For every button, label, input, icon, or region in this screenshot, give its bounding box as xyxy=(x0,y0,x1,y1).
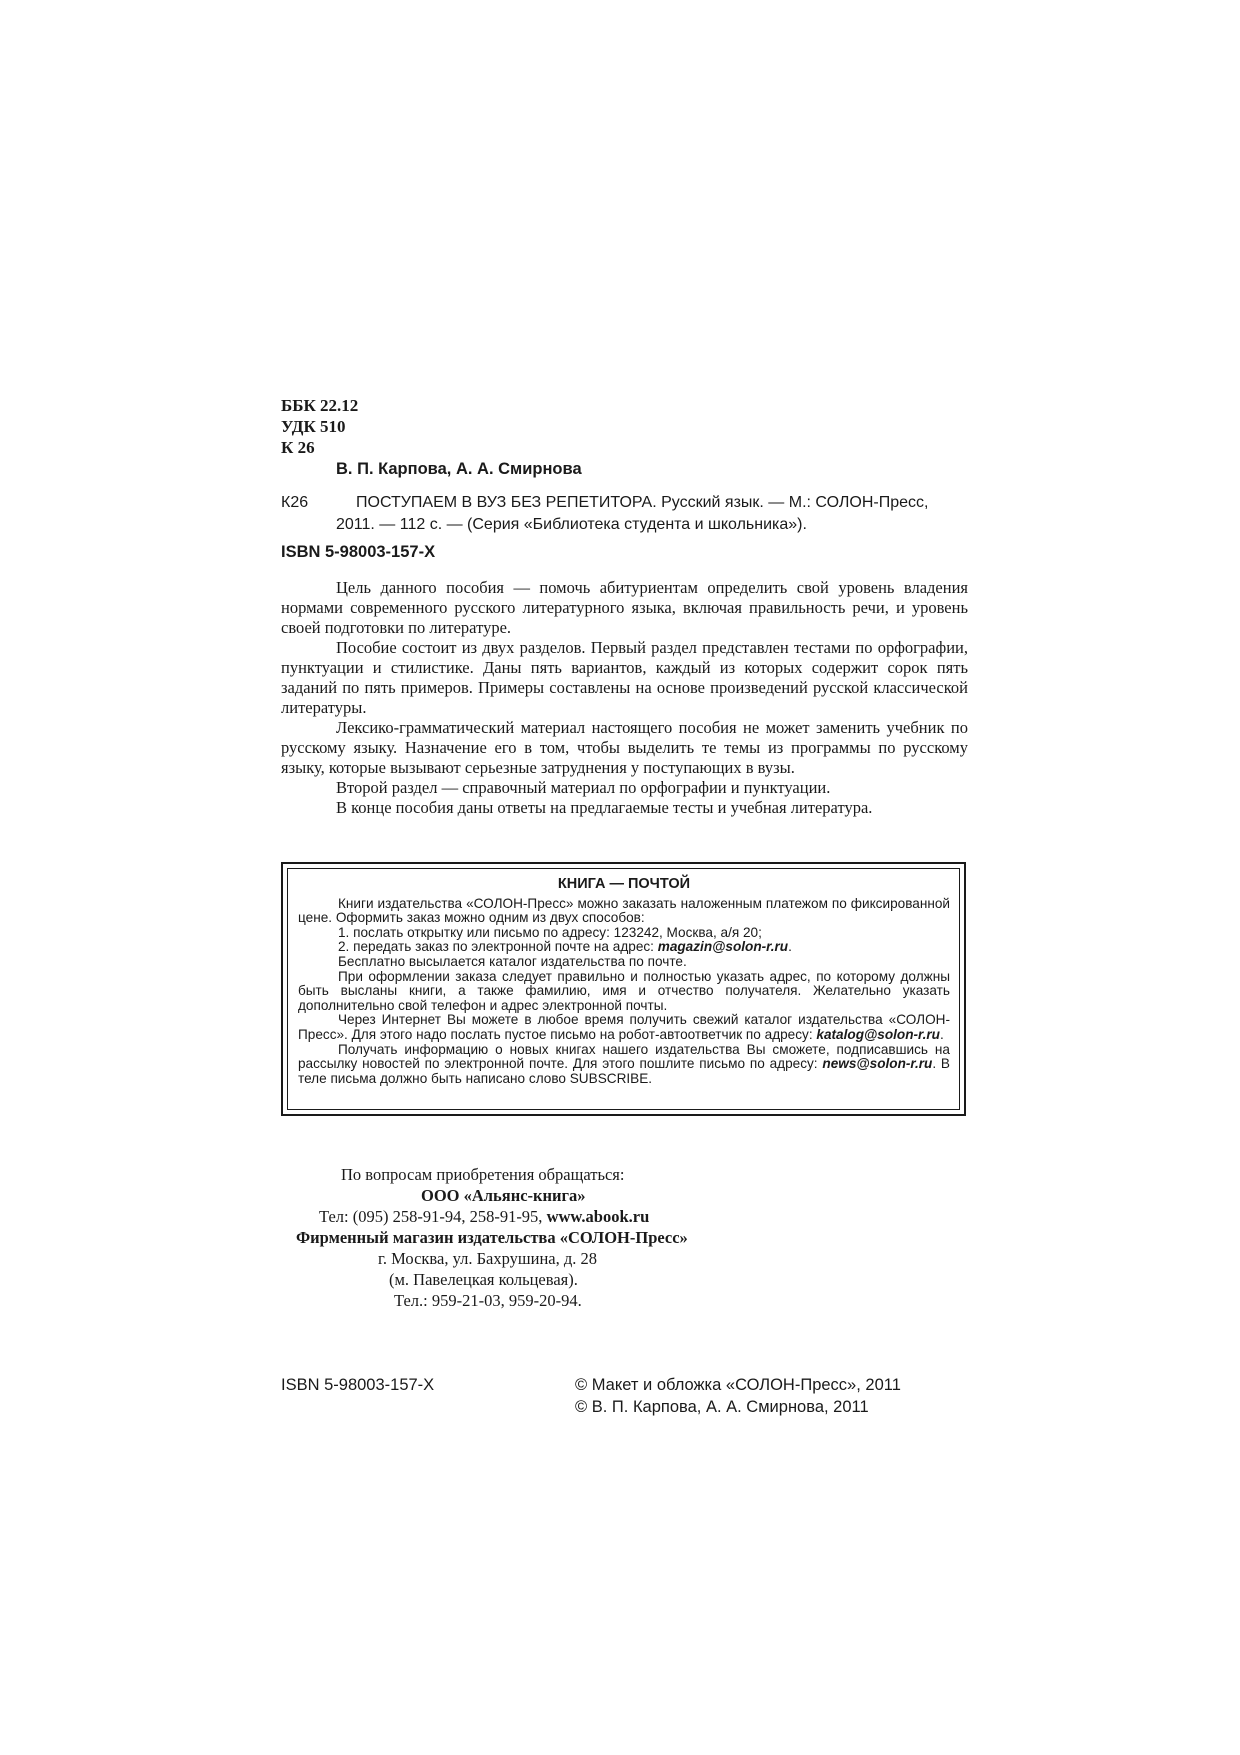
store-metro: (м. Павелецкая кольцевая). xyxy=(389,1270,578,1289)
author-code: К 26 xyxy=(281,438,315,457)
abstract xyxy=(281,578,968,818)
isbn-main: ISBN 5-98003-157-X xyxy=(281,543,436,561)
biblio-code: К26 xyxy=(281,494,309,511)
order-by-mail-box xyxy=(281,862,966,1116)
internet-catalog-note: Через Интернет Вы можете в любое время получить свежий каталог издательства «СОЛОН-Пресс». Для этого надо послать пустое письмо на робот-автоответчик по адресу: katalog@solon-r.ru. xyxy=(298,1012,950,1042)
order-box-title: КНИГА — ПОЧТОЙ xyxy=(557,876,691,892)
order-instructions: При оформлении заказа следует правильно и полностью указать адрес, по которому должны быть высланы книги, а также фамилию, имя и отчество получателя. Желательно указать дополнительно свой телефон и адрес электронной почты. xyxy=(298,968,950,1013)
store-heading: Фирменный магазин издательства «СОЛОН-Пресс» xyxy=(296,1228,688,1247)
order-box-inner xyxy=(287,868,960,1110)
news-email-link[interactable]: news@solon-r.ru xyxy=(822,1056,933,1072)
copyright-layout: © Макет и обложка «СОЛОН-Пресс», 2011 xyxy=(575,1376,901,1394)
authors: В. П. Карпова, А. А. Смирнова xyxy=(336,460,582,478)
footer-isbn: ISBN 5-98003-157-X xyxy=(281,1376,435,1394)
classification-codes xyxy=(281,395,358,458)
katalog-email-link[interactable]: katalog@solon-r.ru xyxy=(816,1026,940,1042)
abstract-paragraph: В конце пособия даны ответы на предлагаемые тесты и учебная литература. xyxy=(336,798,873,817)
order-option-2: 2. передать заказ по электронной почте на адрес: magazin@solon-r.ru. xyxy=(338,939,792,955)
bbk-code: ББК 22.12 xyxy=(281,396,359,415)
distributor-name: ООО «Альянс-книга» xyxy=(421,1186,586,1205)
biblio-line-1: ПОСТУПАЕМ В ВУЗ БЕЗ РЕПЕТИТОРА. Русский язык. — М.: СОЛОН-Пресс, xyxy=(356,494,929,511)
order-option-1: 1. послать открытку или письмо по адресу: 123242, Москва, а/я 20; xyxy=(338,924,762,940)
order-intro: Книги издательства «СОЛОН-Пресс» можно заказать наложенным платежом по фиксированной цене. Оформить заказ можно одним из двух способов: xyxy=(298,895,950,926)
contacts-heading: По вопросам приобретения обращаться: xyxy=(341,1165,625,1184)
store-phone: Тел.: 959-21-03, 959-20-94. xyxy=(394,1291,582,1310)
catalog-note: Бесплатно высылается каталог издательства по почте. xyxy=(338,953,687,969)
distributor-phone: Тел: (095) 258-91-94, 258-91-95, www.abook.ru xyxy=(319,1207,650,1226)
abstract-paragraph: Лексико-грамматический материал настоящего пособия не может заменить учебник по русскому языку. Назначение его в том, чтобы выделить те темы из программы по русскому языку, которые вызывают серьезные затруднения у поступающих в вузы. xyxy=(281,718,968,777)
footer-copyrights xyxy=(575,1374,901,1418)
copyright-authors: © В. П. Карпова, А. А. Смирнова, 2011 xyxy=(575,1398,869,1416)
abstract-paragraph: Второй раздел — справочный материал по орфографии и пунктуации. xyxy=(336,778,831,797)
abstract-paragraph: Пособие состоит из двух разделов. Первый раздел представлен тестами по орфографии, пунктуации и стилистике. Даны пять вариантов, каждый из которых содержит сорок пять заданий по пять примеров. Примеры составлены на основе произведений русской классической литературы. xyxy=(281,638,968,717)
udk-code: УДК 510 xyxy=(281,417,346,436)
abook-website-link[interactable]: www.abook.ru xyxy=(546,1207,650,1226)
store-address: г. Москва, ул. Бахрушина, д. 28 xyxy=(378,1249,597,1268)
magazin-email-link[interactable]: magazin@solon-r.ru xyxy=(657,939,789,955)
abstract-paragraph: Цель данного пособия — помочь абитуриентам определить свой уровень владения нормами современного русского литературного языка, включая правильность речи, и уровень своей подготовки по литературе. xyxy=(281,578,968,637)
newsletter-note: Получать информацию о новых книгах нашего издательства Вы сможете, подписавшись на рассылку новостей по электронной почте. Для этого пошлите письмо по адресу: news@solon-r.ru. В теле письма должно быть написано слово SUBSCRIBE. xyxy=(298,1041,951,1086)
biblio-line-2: 2011. — 112 с. — (Серия «Библиотека студента и школьника»). xyxy=(336,516,807,533)
